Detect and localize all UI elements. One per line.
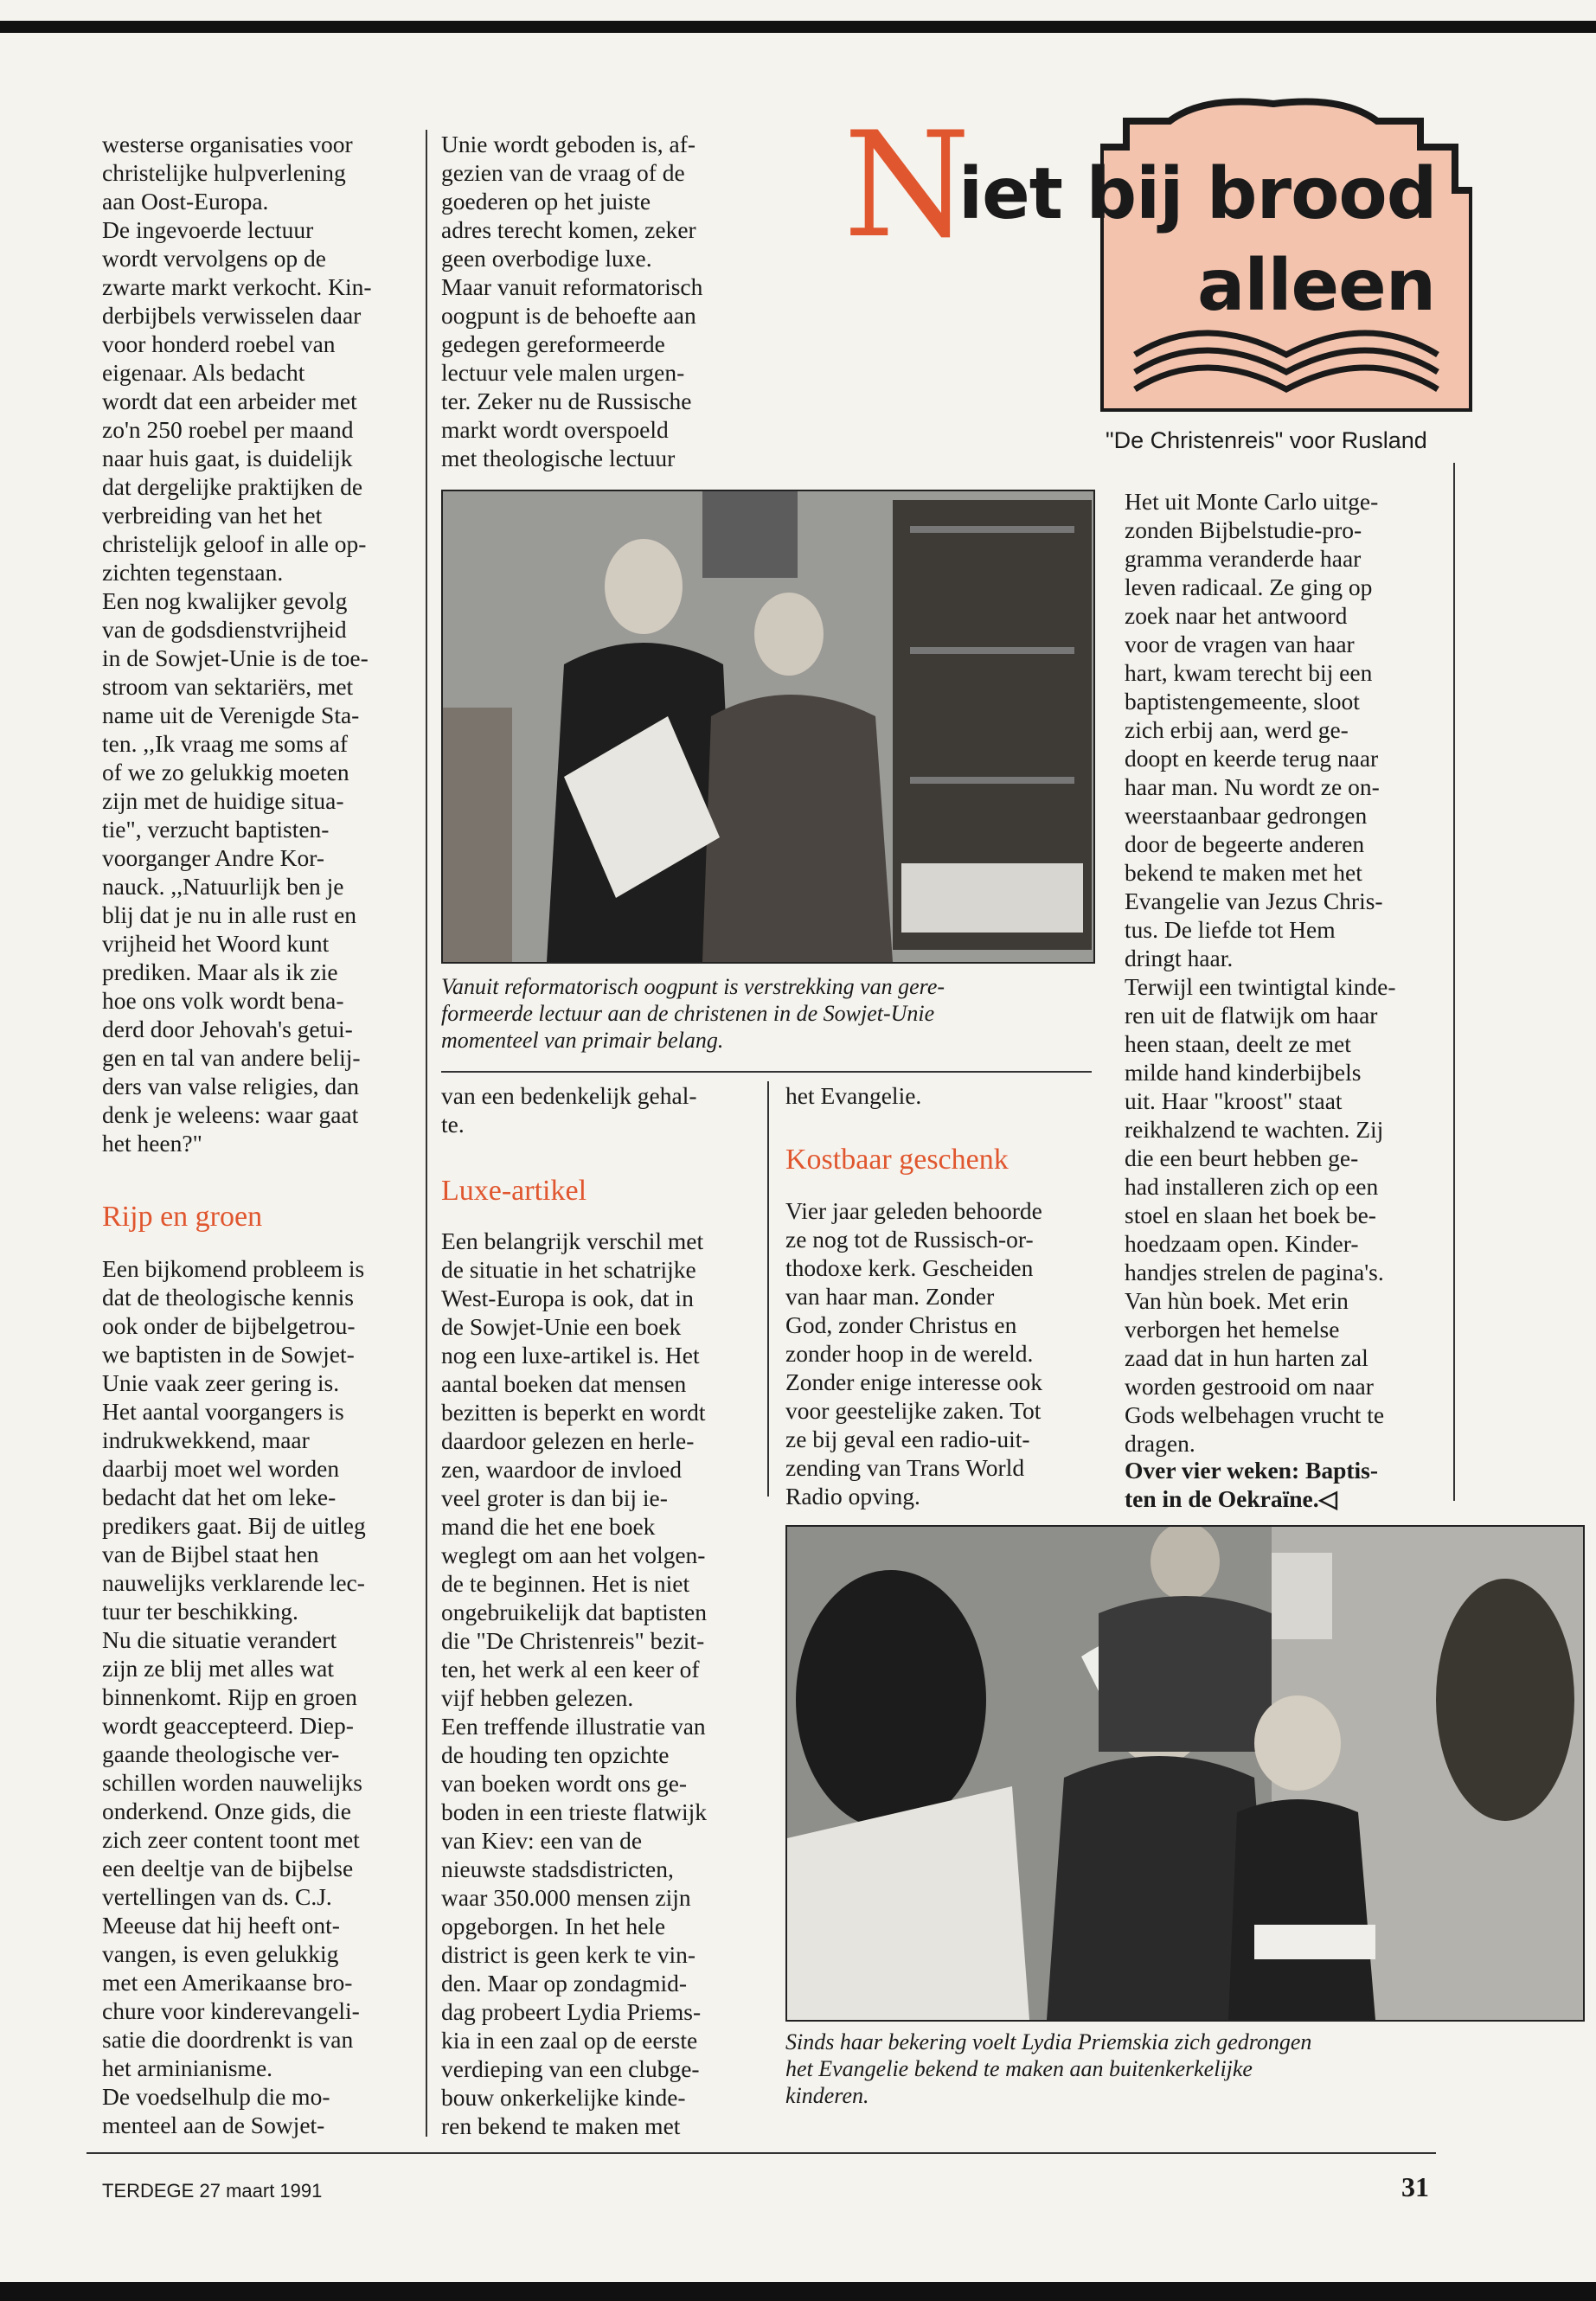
photo-1-caption: Vanuit reformatorisch oogpunt is verstrekking van gere- formeerde lectuur aan de christenen in de Sowjet-Unie momenteel van primair belang. <box>441 974 945 1053</box>
photo-2-illustration <box>787 1527 1583 2020</box>
footer-magazine: TERDEGE <box>102 2180 195 2202</box>
caption-rule <box>441 1071 1092 1073</box>
title-initial: N <box>843 100 971 270</box>
photo-two-men-with-books <box>441 490 1095 964</box>
column-1-text-2: Een bijkomend probleem is dat de theologische kennis ook onder de bijbelgetrou- we baptisten in de Sowjet- Unie vaak zeer gering is. Het aantal voorgangers is indrukwekkend, maar daarbij moet wel worden bedacht dat het om leke- predikers gaat. Bij de uitleg van de Bijbel staat hen nauwelijks verklarende lec- tuur ter beschikking. Nu die situatie verandert zijn ze blij met alles wat binnenkomt. Rijp en groen wordt geaccepteerd. Diep- gaande theologische ver- schillen worden nauwelijks onderkend. Onze gids, die zich zeer content toont met een deeltje van de bijbelse vertellingen van ds. C.J. Meeuse dat hij heeft ont- vangen, is even gelukkig met een Amerikaanse bro- chure voor kinderevangeli- satie die doordrenkt is van het arminianisme. De voedselhulp die mo- menteel aan de Sowjet- <box>102 1255 366 2138</box>
column-3-text: het Evangelie. <box>785 1082 922 1109</box>
page-number: 31 <box>1401 2171 1429 2202</box>
column-4-text: Het uit Monte Carlo uitge- zonden Bijbelstudie-pro- gramma veranderde haar leven radicaal. Ze ging op zoek naar het antwoord voor de vragen van haar hart, kwam terecht bij een baptistengemeente, sloot zich erbij aan, werd ge- doopt en keerde terug naar haar man. Nu wordt ze on- weerstaanbaar gedrongen door de begeerte anderen bekend te maken met het Evangelie van Jezus Chris- tus. De liefde tot Hem dringt haar. Terwijl een twintigtal kinde- ren uit de flatwijk om haar heen staan, deelt ze met milde hand kinderbijbels uit. Haar "kroost" staat reikhalzend te wachten. Zij die een beurt hebben ge- had installeren zich op een stoel en slaan het boek be- hoedzaam open. Kinder- handjes strelen de pagina's. Van hùn boek. Met erin verborgen het hemelse zaad dat in hun harten zal worden gestrooid om naar Gods welbehagen vrucht te dragen. <box>1125 488 1396 1457</box>
photo-2-caption: Sinds haar bekering voelt Lydia Priemskia zich gedrongen het Evangelie bekend te maken aan buitenkerkelijke kinderen. <box>785 2029 1312 2108</box>
column-3-text-2: Vier jaar geleden behoorde ze nog tot de Russisch-or- thodoxe kerk. Gescheiden van haar man. Zonder God, zonder Christus en zonder hoop in de wereld. Zonder enige interesse ook voor geestelijke zaken. Tot ze bij geval een radio-uit- zending van Trans World Radio opving. <box>785 1197 1043 1509</box>
title-line-2: alleen <box>1197 245 1436 327</box>
column-divider <box>426 130 427 2137</box>
bottom-border <box>0 2282 1596 2301</box>
top-border <box>0 21 1596 33</box>
column-divider-2 <box>767 1081 769 1497</box>
column-2-text: van een bedenkelijk gehal- te. <box>441 1082 697 1138</box>
column-1-text: westerse organisaties voor christelijke hulpverlening aan Oost-Europa. De ingevoerde lectuur wordt vervolgens op de zwarte markt verkocht. Kin- derbijbels verwisselen daar voor honderd roebel van eigenaar. Als bedacht wordt dat een arbeider met zo'n 250 roebel per maand naar huis gaat, is duidelijk dat dergelijke praktijken de verbreiding van het het christelijk geloof in alle op- zichten tegenstaan. Een nog kwalijker gevolg van de godsdienstvrijheid in de Sowjet-Unie is de toe- stroom van sektariërs, met name uit de Verenigde Sta- ten. ,,Ik vraag me soms af of we zo gelukkig moeten zijn met de huidige situa- tie", verzucht baptisten- voorganger Andre Kor- nauck. ,,Natuurlijk ben je blij dat je nu in alle rust en vrijheid het Woord kunt prediken. Maar als ik zie hoe ons volk wordt bena- derd door Jehovah's getui- gen en tal van andere belij- ders van valse religies, dan denk je weleens: waar gaat het heen?" <box>102 131 372 1157</box>
footer-rule <box>87 2152 1436 2154</box>
title-subtitle: "De Christenreis" voor Rusland <box>1106 427 1427 453</box>
footer-date: 27 maart 1991 <box>199 2180 323 2202</box>
column-4-closing: Over vier weken: Baptis- ten in de Oekraïne.◁ <box>1125 1457 1379 1512</box>
title-line-1: iet bij brood <box>958 153 1437 235</box>
column-2-text-2: Een belangrijk verschil met de situatie in het schatrijke West-Europa is ook, dat in de Sowjet-Unie een boek nog een luxe-artikel is. Het aantal boeken dat mensen bezitten is beperkt en wordt daardoor gelezen en herle- zen, waardoor de invloed veel groter is dan bij ie- mand die het ene boek weglegt om aan het volgen- de te beginnen. Het is niet ongebruikelijk dat baptisten die "De Christenreis" bezit- ten, het werk al een keer of vijf hebben gelezen. Een treffende illustratie van de houding ten opzichte van boeken wordt ons ge- boden in een trieste flatwijk van Kiev: een van de nieuwste stadsdistricten, waar 350.000 mensen zijn opgeborgen. In het hele district is geen kerk te vin- den. Maar op zondagmid- dag probeert Lydia Priems- kia in een zaal op de eerste verdieping van een clubge- bouw onkerkelijke kinde- ren bekend te maken met <box>441 1227 708 2139</box>
photo-1-illustration <box>443 491 1093 962</box>
heading-kostbaar-geschenk: Kostbaar geschenk <box>785 1144 1009 1176</box>
photo-woman-with-children <box>785 1525 1585 2022</box>
heading-rijp-en-groen: Rijp en groen <box>102 1201 263 1233</box>
column-2-top-text: Unie wordt geboden is, af- gezien van de vraag of de goederen op het juiste adres terecht komen, zeker geen overbodige luxe. Maar vanuit reformatorisch oogpunt is de behoefte aan gedegen gereformeerde lectuur vele malen urgen- ter. Zeker nu de Russische markt wordt overspoeld met theologische lectuur <box>441 131 703 471</box>
footer-magazine-date <box>102 2180 322 2202</box>
heading-luxe-artikel: Luxe-artikel <box>441 1175 587 1207</box>
right-rule <box>1453 463 1455 1501</box>
